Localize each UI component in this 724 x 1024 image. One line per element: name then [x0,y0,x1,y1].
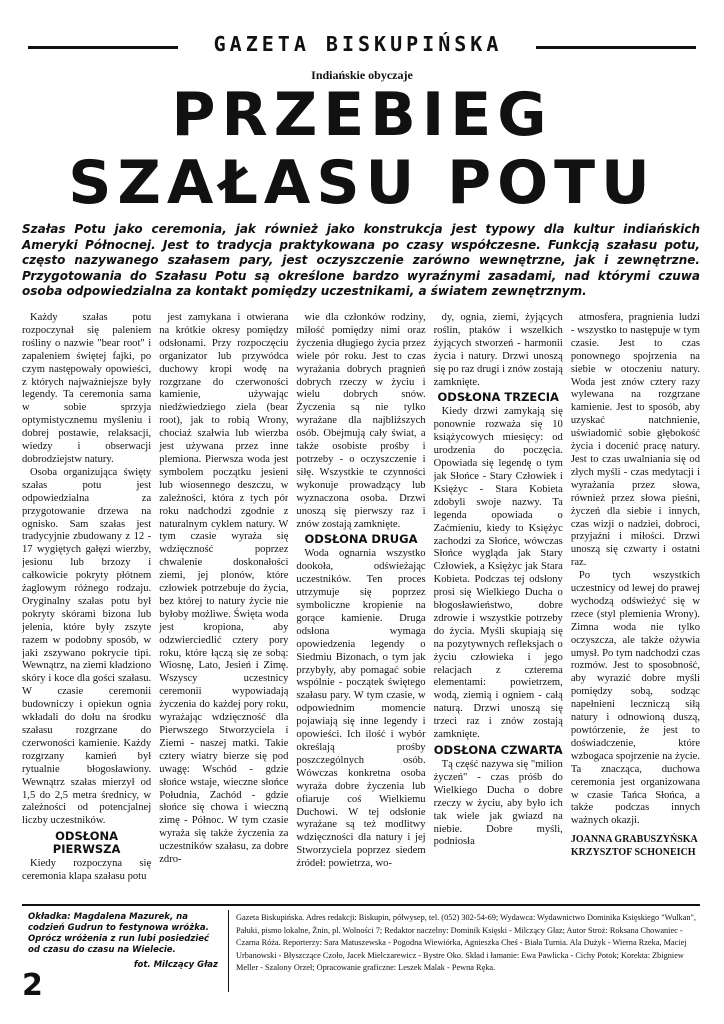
paragraph: Woda ognarnia wszystko dookoła, odświeżając uczestników. Ten proces utrzymuje się poprzez symboliczne kropienie na gorące kamienie. Druga odsłona wymaga opowiedzenia legendy o Siedmiu Bizonach, o tym jak przybyły, aby pomagać sobie wspólnie - początek świętego szałasu pary. W tym czasie, w odpowiednim momencie pojawiają się inne legendy i opowieści. Ich ilość i wybór określają prośby poszczególnych osób. Wówczas konkretna osoba wyraża dobre życzenia lub ofiaruje coś Wielkiemu Duchowi. W tej odsłonie wyrażane są też modlitwy wdzięczności dla natury i jej Stworzyciela poprzez siedem źródeł: powietrza, wo- [296,548,426,870]
cover-caption [28,912,218,971]
author-name: JOANNA GRABUSZYŃSKA [570,834,698,846]
page-number: 2 [22,968,43,1003]
paragraph: atmosfera, pragnienia ludzi - wszystko to następuje w tym czasie. Jest to czas ponownego spojrzenia na siebie w otoczeniu natury. Woda jest znów cztery razy wylewana na rozgrzane kamienie. Jest to sposób, aby uzyskać natchnienie, uświadomić sobie głębokość życia i docenić pracę natury. Jest to czas uwalniania się od złych myśli - czas medytacji i wyrażania przez słowa, również przez słowa pieśni, życzeń dla siebie i innych, czas wizji o nadziei, dobroci, przyjaźni i miłości. Drzwi unoszą się czwarty i ostatni raz. [570,312,701,569]
headline-line-1: PRZEBIEG [171,80,553,150]
paragraph: Tą część nazywa się "milion życzeń" - czas próśb do Wielkiego Ducha o dobre rzeczy w życiu, aby było ich tak wiele jak gwiazd na niebie. Dobre myśli, podniosła [433,759,563,848]
headline-line-2: SZAŁASU POTU [68,148,656,218]
subheading: ODSŁONA PIERWSZA [52,829,121,857]
paragraph: Kiedy rozpoczyna się ceremonia klapa szałasu potu [22,858,152,883]
column-2 [159,312,288,897]
paragraph: jest zamykana i otwierana na krótkie okresy pomiędzy odsłonami. Przy rozpoczęciu organizator lub przywódca duchowy kropi wodę na rozgrzane do czerwoności kamienie, używając niedźwiedziego ziela (bear root), jak to robią Wrony, chociaż szałwia lub wierzba jest używana przez inne plemiona. Pierwsza woda jest symbolem początku jesieni lub wiosennego deszczu, w zależności, która z tych pór roku nadchodzi zgodnie z naturalnym cyklem natury. W tym czasie wyraża się wdzięczność poprzez chwalenie doskonałości ziemi, jej plonów, które człowiek potrzebuje do życia, bez której to natury życie nie byłoby możliwe. Święta woda jest kropiona, aby odzwierciedlić cztery pory roku, które łączą się ze sobą: Wiosnę, Lato, Jesień i Zimę. Wszyscy uczestnicy ceremonii wypowiadają życzenia do każdej pory roku, wyrażając wdzięczność dla Pierwszego Stworzyciela i Ziemi - naszej matki. Takie cztery wiatry bierze się pod uwagę: Wschód - gdzie słońce wstaje, wieczne słońce Południa, Zachód - gdzie słońce się chowa i wieczną zimę - Północ. W tym czasie wyraża się także życzenia za uczestników szałasu, za dobre zdro- [159,312,289,866]
subheading: ODSŁONA CZWARTA [433,743,563,757]
footer-divider [228,910,229,992]
masthead-rule-right [536,46,696,49]
author-name: KRZYSZTOF SCHONEICH [570,847,696,859]
masthead-name: GAZETA BISKUPIŃSKA [213,32,503,56]
column-4 [434,312,563,897]
footer-rule [22,904,700,906]
paragraph: Po tych wszystkich uczestnicy od lewej do prawej wychodzą odświeżyć się w rzece (styl plemienia Wrony). Zimna woda nie tylko oczyszcza, ale także ożywia umysł. Po tym nadchodzi czas rozmów. Jest to sposobność, aby wyrazić dobre myśli pomiędzy sobą, sodząc napełnieni leczniczą siłą natury i odnowioną duszą, powtórzenie, że jest to doświadczenie, które wzbogaca spojrzenie na życie. Ta znacząca, duchowa ceremonia jest organizowana w czasie Tańca Słońca, a także podczas innych ważnych okazji. [570,570,701,827]
subheading: ODSŁONA DRUGA [304,532,418,547]
paragraph: dy, ognia, ziemi, żyjących roślin, ptaków i wszelkich żyjących stworzeń - harmonii życia i natury. Drzwi unoszą się po raz drugi i znów zostają zamknięte. [433,312,563,388]
paragraph: Osoba organizująca święty szałas potu jest odpowiedzialna za przygotowanie drzewa na ognisko. Sam szałas jest tradycyjnie zbudowany z 12 - 17 wygiętych gałęzi wierzby, jesionu lub brzozy i całkowicie pokryty płótnem żaglowym różnego rodzaju. Oryginalny szałas potu był pokryty skórami bizona lub jelenia, które były zszyte razem w podobny sposób, w jaki zszywano pokrycie tipi. Wewnątrz, na ziemi kładziono skóry i koce dla gości szałasu. W czasie ceremonii budowniczy i opiekun ognia wkładali do dołu na środku szałasu rozgrzane do czerwoności kamienie. Każdy rozgrzany kamień był rytualnie błogosławiony. Wewnątrz szałas mierzył od 1,5 do 2,5 metra średnicy, w zależności od potencjalnej liczby uczestników. [22,466,152,827]
imprint: Gazeta Biskupińska. Adres redakcji: Biskupin, półwysep, tel. (052) 302-54-69; Wydawca: Wydawnictwo Dominika Księskiego "Wulkan", Pałuki, pismo lokalne, Żnin, pl. Wolności 7; Redaktor naczelny: Dominik Księski - Milczący Głaz; Autor Stroż: Roksana Chowaniec - Czarna Róża. Reporterzy: Sara Matuszewska - Pogodna Wiewiórka, Agnieszka Cheś - Biała Turnia. Ala Dużyk - Wierna Rzeka, Maciej Urbanowski - Błyszczące Czoło, Jacek Mielczarewicz - Bystre Oko. Skład i łamanie: Ewa Pawlicka - Cichy Potok; Korekta: Zbigniew Meller - Szalony Orzeł; Opracowanie graficzne: Leszek Malak - Pewna Ręka. [236,913,696,972]
caption-text: Okładka: Magdalena Mazurek, na codzień Gudrun to festynowa wróżka. Oprócz wróżenia z run lubi posiedzieć od czasu do czasu na Wielecie. [28,912,210,955]
masthead [0,24,724,64]
section-title: Indiańskie obyczaje [311,68,413,82]
column-5 [571,312,700,897]
article-body [22,312,700,897]
photo-credit: fot. Milczący Głaz [133,960,218,970]
paragraph: Każdy szałas potu rozpoczynał się paleniem rośliny o nazwie "bear root" i zapaleniem świętej fajki, po czym następowały opowieści, z których najważniejsze były legendy. Ta ceremonia sama w sobie sprzyja optymistycznemu myśleniu i dobrej postawie, relaksacji, wiedzy i obserwacji dobrodziejstw natury. [22,312,152,465]
column-1 [22,312,151,897]
paragraph: Kiedy drzwi zamykają się ponownie rozważa się 10 książycowych miesięcy: od urodzenia do poczęcia. Opowiada się legendę o tym jak Słońce - Stary Człowiek i Księżyc - Stara Kobieta zdobyli swoje nazwy. Ta legenda opowiada o Zaćmieniu, kiedy to Księżyc zachodzi za Słońce, wówczas Słońce wygląda jak Stary Człowiek, a Księżyc jak Stara Kobieta. Podczas tej odsłony prosi się Wielkiego Ducha o błogosławieństwo, dobre zdrowie i wszystkie potrzeby do życia. Myśli skupiają się na pozytywnych refleksjach o życiu człowieka i jego relacjach z czterema elementami: powietrzem, wodą, ziemią i ogniem - całą naturą. Drzwi unoszą się trzeci raz i znów zostają zamknięte. [433,406,563,741]
column-3 [296,312,425,897]
paragraph: wie dla członków rodziny, miłość pomiędzy nimi oraz życzenia długiego życia przez wiele pór roku. Jest to czas wyrażania dobrych pragnień dobrych rzeczy w życiu i wielu dobrych snów. Życzenia są nie tylko wyrażane dla najbliższych osób. Obejmują cały świat, a także osobiste prośby i potrzeby - o oczyszczenie i siłę. Wszystkie te czynności wykonuje prowadzący lub wyznaczona osoba. Drzwi unoszą się pierwszy raz i znów zostają zamknięte. [296,312,426,530]
subheading: ODSŁONA TRZECIA [437,390,559,405]
lead-paragraph: Szałas Potu jako ceremonia, jak również jako konstrukcja jest typowy dla kultur indiańskich Ameryki Północnej. Jest to tradycja praktykowana po czasy współczesne. Funkcją szałasu potu, często nazywanego szałasem pary, jest oczyszczenie zarówno wewnętrzne, jak i zewnętrzne. Przygotowania do Szałasu Potu są określone bardzo wyraźnymi zasadami, nad którymi czuwa osoba odpowiedzialna za kontakt pomiędzy uczestnikami, a światem zewnętrznym. [22,222,700,298]
masthead-rule-left [28,46,178,49]
